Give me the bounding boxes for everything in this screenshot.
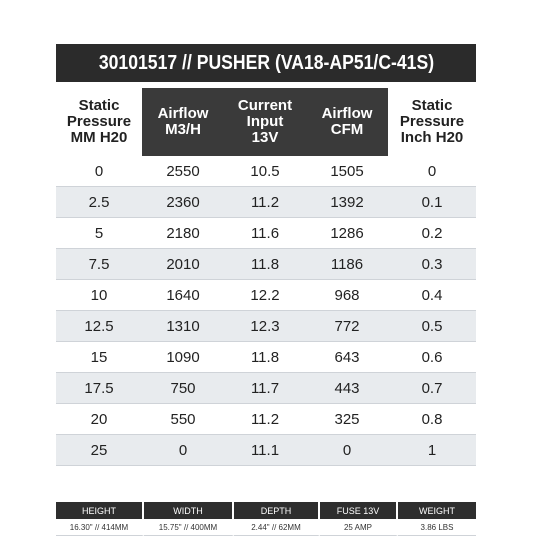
table-cell: 968 bbox=[306, 280, 388, 311]
table-cell: 0 bbox=[142, 435, 224, 466]
table-cell: 10 bbox=[56, 280, 142, 311]
table-cell: 20 bbox=[56, 404, 142, 435]
table-row bbox=[56, 249, 476, 280]
header-airflow-cfm bbox=[306, 88, 388, 156]
table-row bbox=[56, 156, 476, 187]
table-cell: 11.7 bbox=[224, 373, 306, 404]
spec-label-width: WIDTH bbox=[144, 502, 234, 519]
table-row bbox=[56, 373, 476, 404]
header-line: Static bbox=[411, 97, 453, 114]
header-line: 13V bbox=[251, 129, 279, 146]
table-cell: 772 bbox=[306, 311, 388, 342]
table-row bbox=[56, 311, 476, 342]
table-cell: 12.3 bbox=[224, 311, 306, 342]
table-cell: 1640 bbox=[142, 280, 224, 311]
table-row bbox=[56, 218, 476, 249]
table-cell: 11.2 bbox=[224, 187, 306, 218]
table-cell: 0.8 bbox=[388, 404, 476, 435]
header-line: Static bbox=[78, 97, 120, 114]
table-row bbox=[56, 187, 476, 218]
table-cell: 0.6 bbox=[388, 342, 476, 373]
table-row bbox=[56, 342, 476, 373]
table-cell: 11.8 bbox=[224, 342, 306, 373]
header-line: Inch H20 bbox=[400, 129, 464, 146]
table-cell: 643 bbox=[306, 342, 388, 373]
spec-value-weight: 3.86 LBS bbox=[398, 519, 476, 536]
table-cell: 12.5 bbox=[56, 311, 142, 342]
header-line: Pressure bbox=[66, 113, 132, 130]
table-cell: 2360 bbox=[142, 187, 224, 218]
table-cell: 5 bbox=[56, 218, 142, 249]
table-row bbox=[56, 435, 476, 466]
header-line: Airflow bbox=[157, 105, 209, 122]
table-cell: 11.1 bbox=[224, 435, 306, 466]
table-cell: 25 bbox=[56, 435, 142, 466]
performance-grid bbox=[56, 88, 476, 466]
spec-label-row bbox=[56, 502, 476, 519]
table-cell: 2010 bbox=[142, 249, 224, 280]
header-static-pressure-mm bbox=[56, 88, 142, 156]
table-cell: 325 bbox=[306, 404, 388, 435]
table-cell: 0.5 bbox=[388, 311, 476, 342]
header-airflow-m3h bbox=[142, 88, 224, 156]
spec-grid bbox=[56, 502, 476, 536]
table-cell: 17.5 bbox=[56, 373, 142, 404]
spec-value-row bbox=[56, 519, 476, 536]
table-cell: 0.1 bbox=[388, 187, 476, 218]
table-cell: 11.6 bbox=[224, 218, 306, 249]
page-title: 30101517 // PUSHER (VA18-AP51/C-41S) bbox=[98, 51, 434, 74]
table-cell: 1186 bbox=[306, 249, 388, 280]
table-cell: 11.2 bbox=[224, 404, 306, 435]
table-cell: 1286 bbox=[306, 218, 388, 249]
spec-value-depth: 2.44" // 62MM bbox=[234, 519, 320, 536]
table-cell: 11.8 bbox=[224, 249, 306, 280]
spec-label-depth: DEPTH bbox=[234, 502, 320, 519]
table-cell: 550 bbox=[142, 404, 224, 435]
performance-table bbox=[56, 88, 476, 466]
dimensions-table bbox=[56, 502, 476, 536]
table-cell: 2550 bbox=[142, 156, 224, 187]
table-cell: 7.5 bbox=[56, 249, 142, 280]
header-line: Airflow bbox=[321, 105, 373, 122]
table-cell: 0.3 bbox=[388, 249, 476, 280]
header-line: Current bbox=[237, 97, 293, 114]
table-cell: 2180 bbox=[142, 218, 224, 249]
spec-label-weight: WEIGHT bbox=[398, 502, 476, 519]
table-cell: 0.7 bbox=[388, 373, 476, 404]
header-row bbox=[56, 88, 476, 156]
header-line: MM H20 bbox=[70, 129, 128, 146]
header-current-input bbox=[224, 88, 306, 156]
table-cell: 12.2 bbox=[224, 280, 306, 311]
header-line: CFM bbox=[330, 121, 364, 138]
spec-value-fuse: 25 AMP bbox=[320, 519, 398, 536]
spec-label-fuse: FUSE 13V bbox=[320, 502, 398, 519]
table-body bbox=[56, 156, 476, 466]
header-static-pressure-inch bbox=[388, 88, 476, 156]
table-cell: 0 bbox=[306, 435, 388, 466]
table-cell: 1392 bbox=[306, 187, 388, 218]
table-cell: 443 bbox=[306, 373, 388, 404]
table-cell: 1090 bbox=[142, 342, 224, 373]
table-cell: 0.2 bbox=[388, 218, 476, 249]
title-bar-text bbox=[56, 44, 476, 82]
table-cell: 1310 bbox=[142, 311, 224, 342]
table-cell: 2.5 bbox=[56, 187, 142, 218]
table-cell: 750 bbox=[142, 373, 224, 404]
header-line: M3/H bbox=[165, 121, 201, 138]
spec-label-height: HEIGHT bbox=[56, 502, 144, 519]
table-cell: 1 bbox=[388, 435, 476, 466]
table-row bbox=[56, 280, 476, 311]
table-row bbox=[56, 404, 476, 435]
spec-value-height: 16.30" // 414MM bbox=[56, 519, 144, 536]
table-cell: 10.5 bbox=[224, 156, 306, 187]
table-cell: 0 bbox=[388, 156, 476, 187]
table-cell: 0 bbox=[56, 156, 142, 187]
table-cell: 0.4 bbox=[388, 280, 476, 311]
table-cell: 1505 bbox=[306, 156, 388, 187]
header-line: Pressure bbox=[399, 113, 465, 130]
table-cell: 15 bbox=[56, 342, 142, 373]
header-line: Input bbox=[246, 113, 284, 130]
spec-value-width: 15.75" // 400MM bbox=[144, 519, 234, 536]
